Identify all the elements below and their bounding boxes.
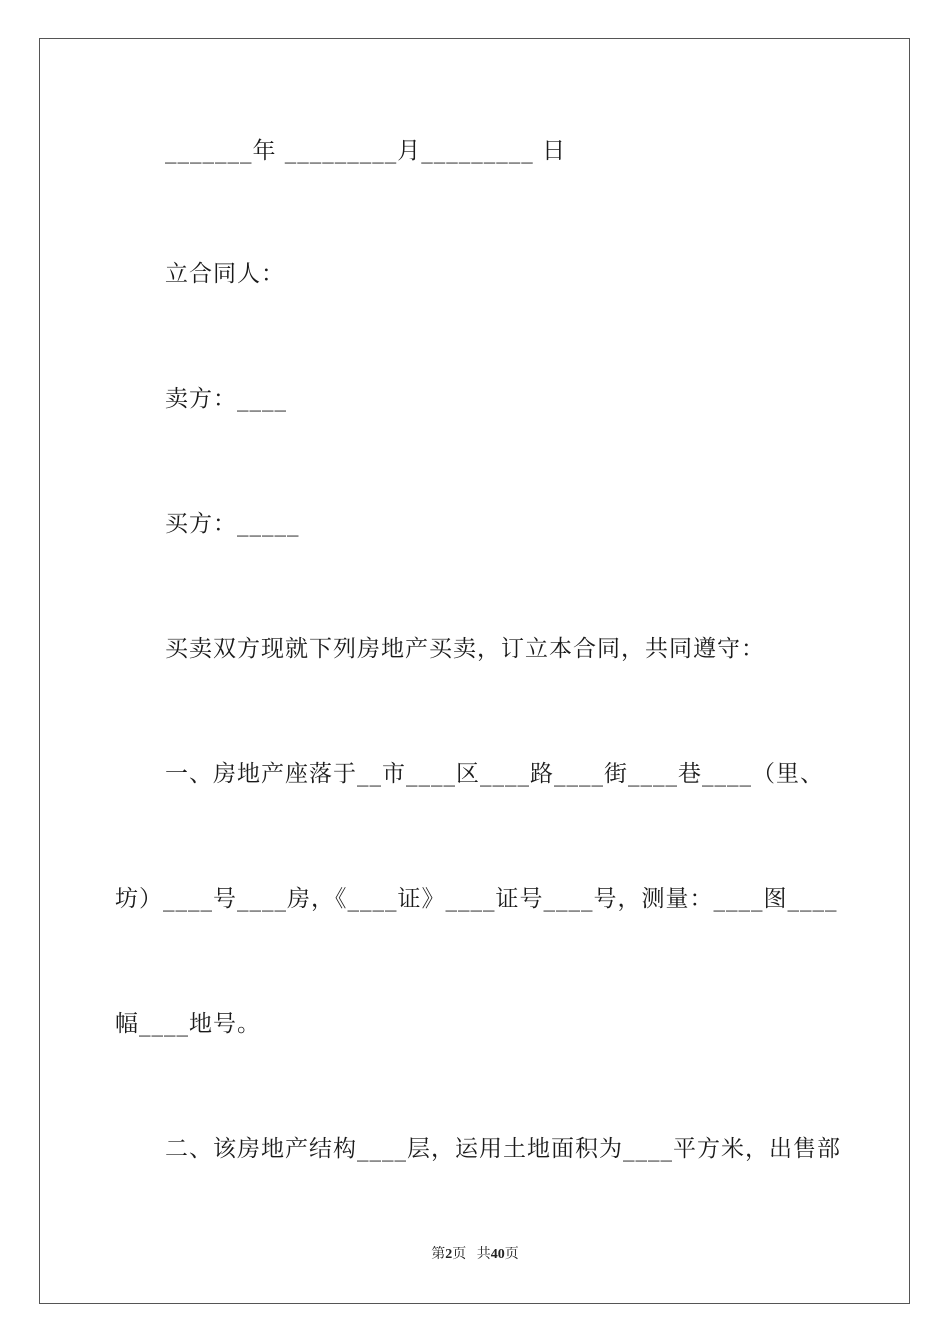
date-line: _______年 _________月_________ 日 [165,138,567,164]
clause-one-line-1: 一、房地产座落于__市____区____路____街____巷____（里、 [165,761,824,787]
seller-line: 卖方：____ [165,386,287,412]
footer-total-suffix: 页 [504,1247,519,1262]
parties-heading: 立合同人： [165,261,285,287]
clause-one-line-3: 幅____地号。 [115,1011,261,1037]
page-footer [0,1246,950,1264]
footer-page-number: 2 [445,1247,453,1262]
buyer-line: 买方：_____ [165,511,300,537]
clause-two-line-1: 二、该房地产结构____层，运用土地面积为____平方米，出售部 [165,1136,841,1162]
page-border [39,38,910,1304]
footer-total-pages: 40 [490,1247,505,1262]
clause-one-line-2: 坊）____号____房，《____证》____证号____号，测量：____图____ [115,886,838,912]
intro-paragraph: 买卖双方现就下列房地产买卖，订立本合同，共同遵守： [165,636,765,662]
footer-total-prefix: 共 [476,1247,491,1262]
footer-page-suffix: 页 [452,1247,467,1262]
footer-prefix: 第 [431,1247,446,1262]
